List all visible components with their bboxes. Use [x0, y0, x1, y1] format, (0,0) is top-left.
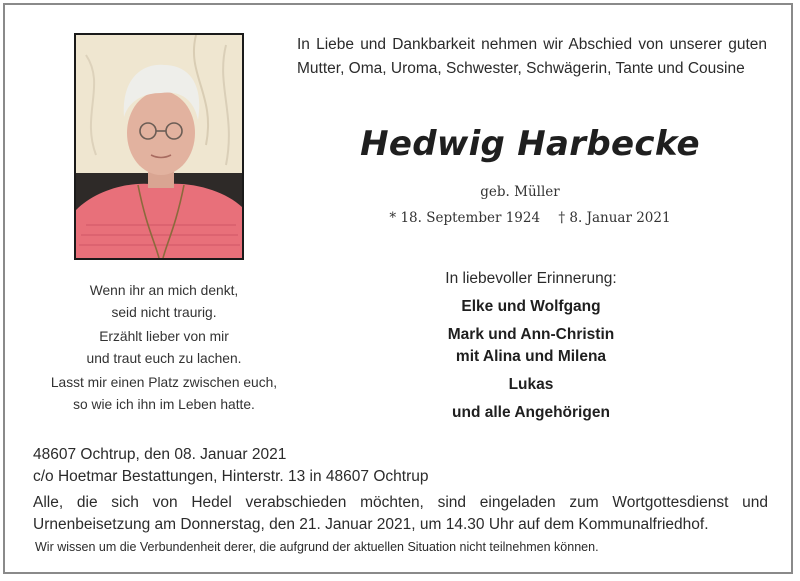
- closing-note: Wir wissen um die Verbundenheit derer, die aufgrund der aktuellen Situation nicht teilnehmen können.: [35, 540, 599, 554]
- funeral-home-address: c/o Hoetmar Bestattungen, Hinterstr. 13 in 48607 Ochtrup: [33, 468, 429, 485]
- family-entry: Mark und Ann-Christin: [447, 326, 615, 343]
- memory-section: [386, 270, 676, 424]
- poem-line: so wie ich ihn im Leben hatte.: [73, 397, 255, 412]
- invitation-text: Alle, die sich von Hedel verabschieden möchten, sind eingeladen zum Wortgottesdienst und Urnenbeisetzung am Donnerstag, den 21. Januar 2021, um 14.30 Uhr auf dem Kommunalfriedhof.: [33, 494, 768, 533]
- deceased-name: Hedwig Harbecke: [360, 124, 700, 164]
- poem-line: Erzählt lieber von mir: [99, 329, 229, 344]
- memory-heading: In liebevoller Erinnerung:: [445, 270, 617, 287]
- poem: [20, 280, 308, 416]
- poem-line: und traut euch zu lachen.: [86, 351, 242, 366]
- family-entry: und alle Angehörigen: [452, 404, 610, 421]
- birth-name: geb. Müller: [480, 184, 560, 200]
- poem-line: seid nicht traurig.: [111, 305, 217, 320]
- family-entry: Elke und Wolfgang: [461, 298, 601, 315]
- birth-date: * 18. September 1924: [389, 210, 541, 226]
- place-block: [33, 444, 773, 488]
- family-entry: mit Alina und Milena: [455, 348, 607, 365]
- intro-text: In Liebe und Dankbarkeit nehmen wir Abschied von unserer guten Mutter, Oma, Uroma, Schwester, Schwägerin, Tante und Cousine: [297, 36, 767, 77]
- place-date: 48607 Ochtrup, den 08. Januar 2021: [33, 446, 287, 463]
- portrait-photo: [74, 33, 244, 260]
- family-entry: Lukas: [508, 376, 554, 393]
- poem-line: Lasst mir einen Platz zwischen euch,: [50, 375, 278, 390]
- poem-line: Wenn ihr an mich denkt,: [89, 283, 239, 298]
- life-dates: [360, 210, 700, 226]
- death-date: † 8. Januar 2021: [558, 210, 671, 226]
